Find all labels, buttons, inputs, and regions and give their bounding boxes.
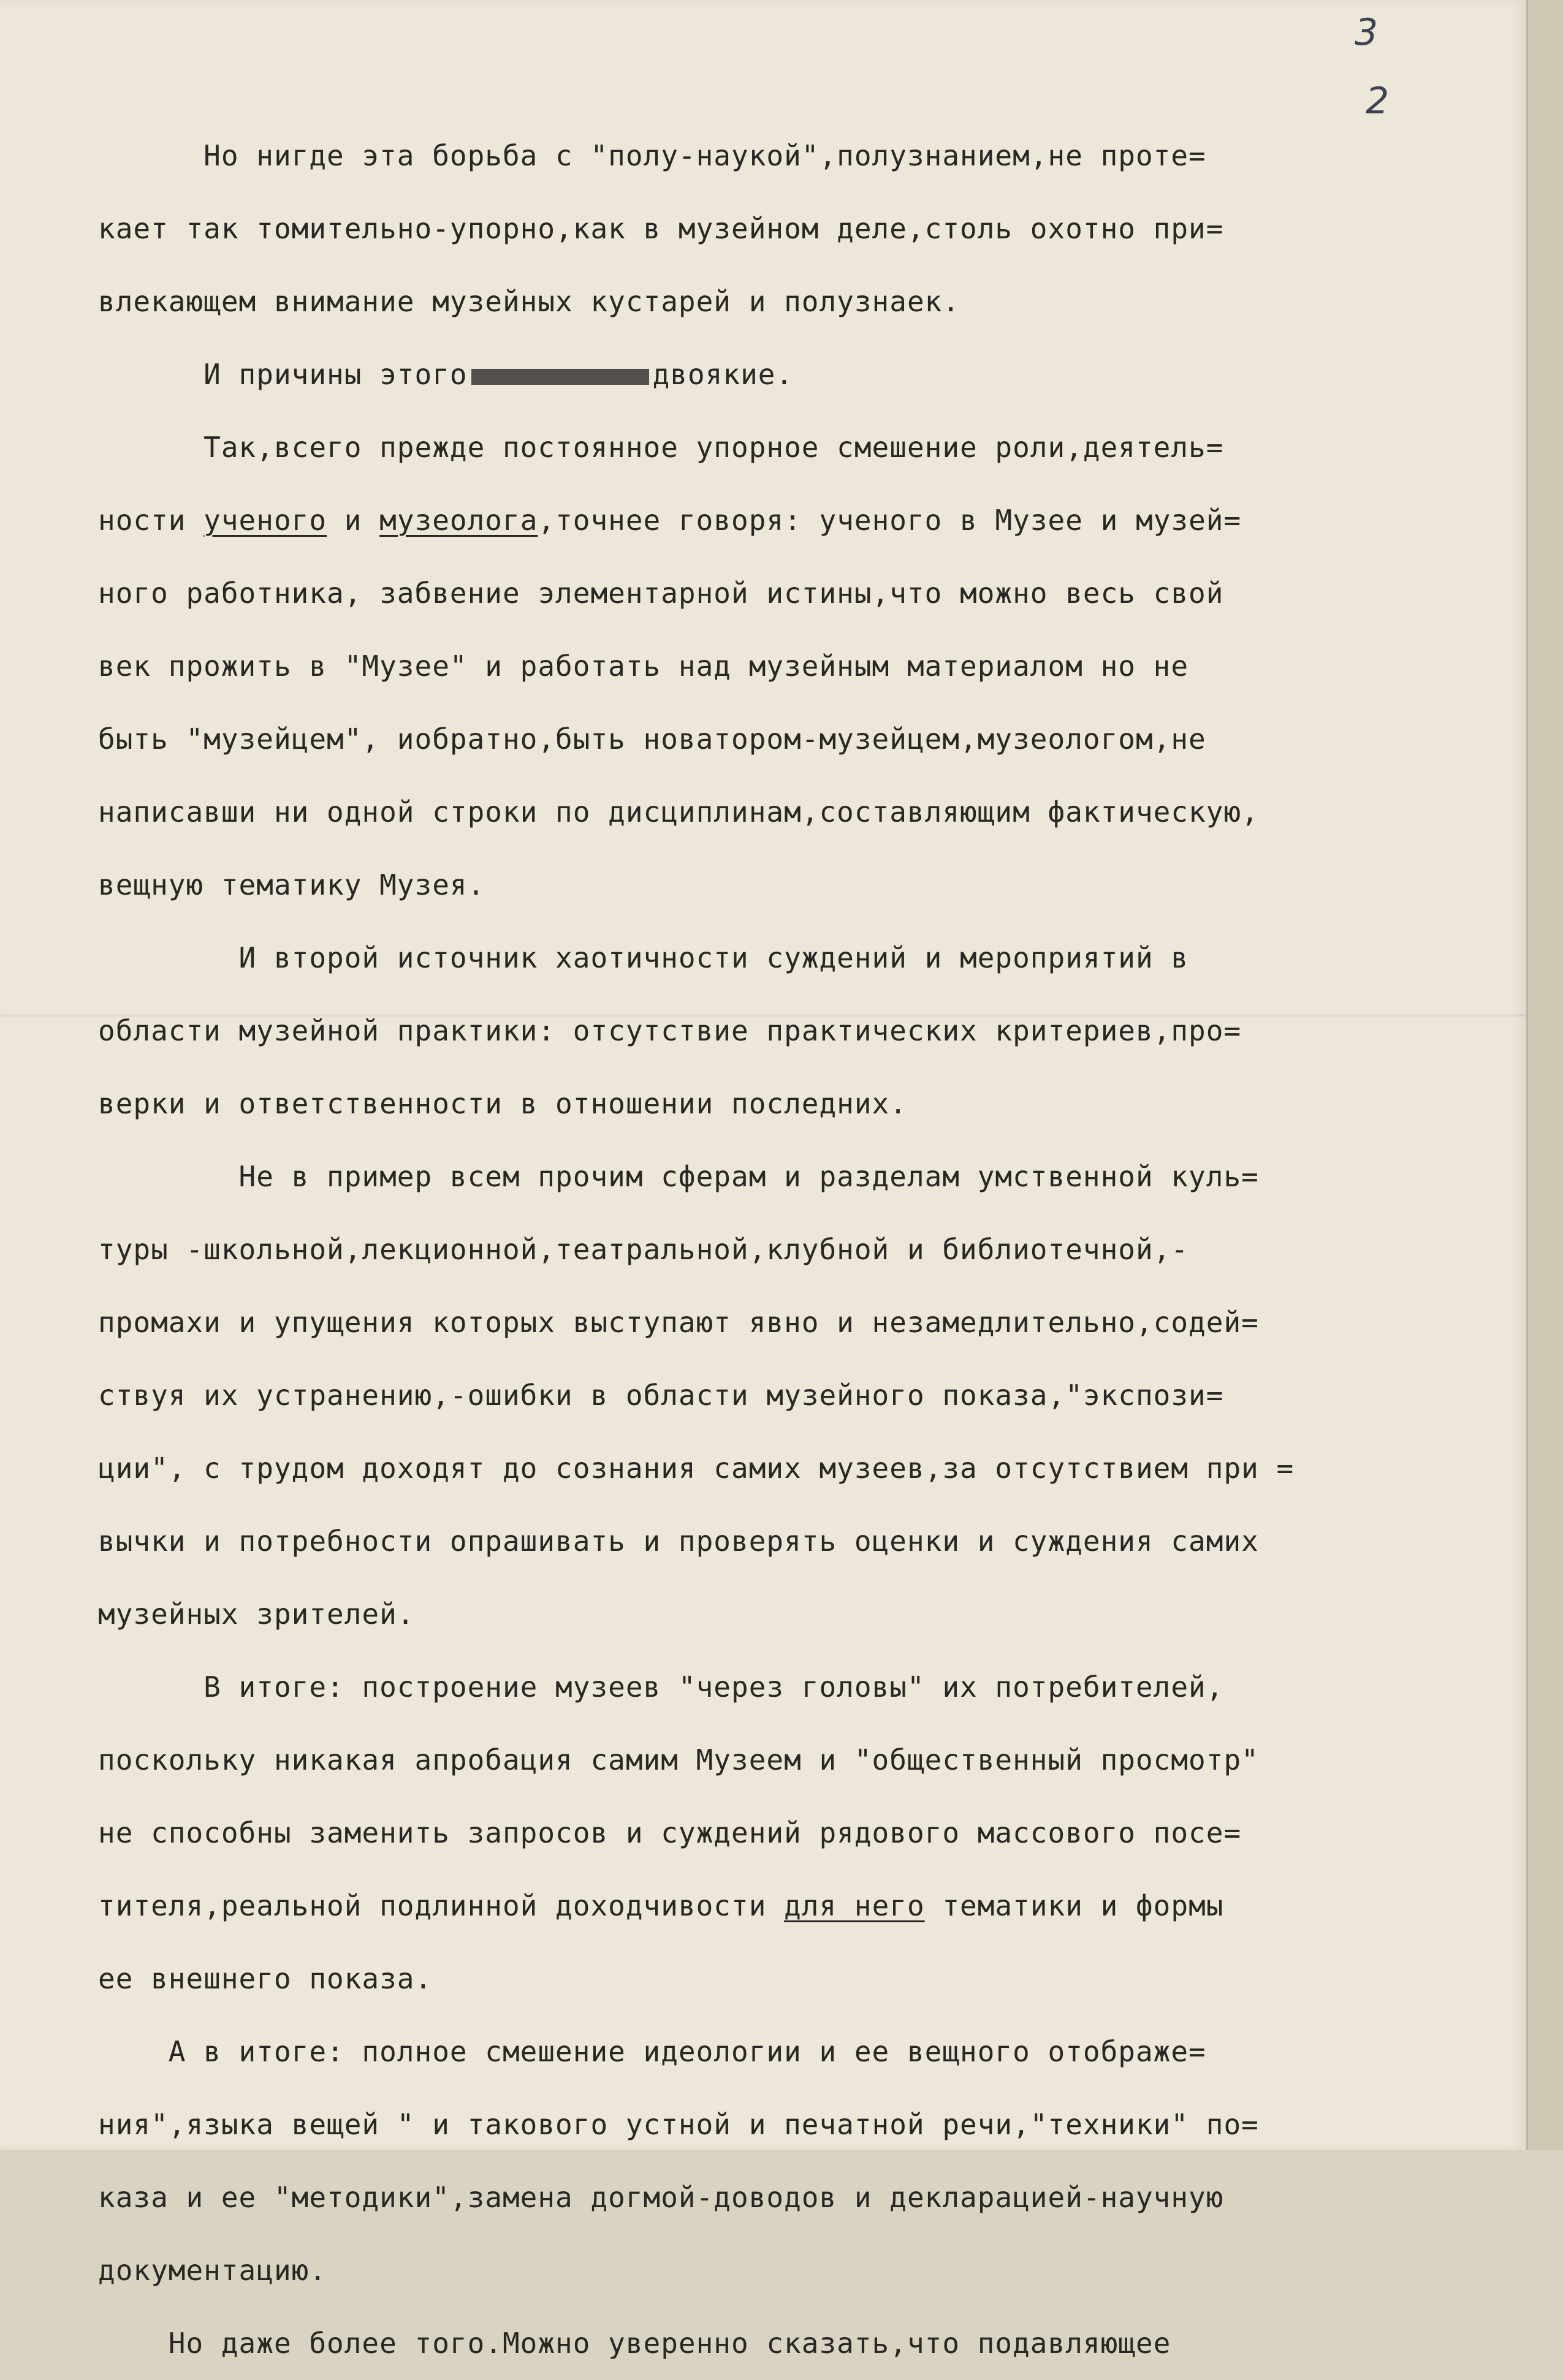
text-line: Так,всего прежде постоянное упорное смешение роли,деятель= xyxy=(98,431,1224,464)
underlined-word: музеолога xyxy=(379,504,538,537)
text-line: влекающем внимание музейных кустарей и полузнаек. xyxy=(98,285,960,318)
text-line: вещную тематику Музея. xyxy=(98,868,485,901)
text-line: области музейной практики: отсутствие практических критериев,про= xyxy=(98,1014,1242,1047)
page-edge xyxy=(1526,0,1563,2150)
text-segment: И причины этого xyxy=(98,358,468,391)
text-line: написавши ни одной строки по дисциплинам,составляющим фактическую, xyxy=(98,795,1259,828)
text-line: ции", с трудом доходят до сознания самих музеев,за отсутствием при = xyxy=(98,1452,1295,1485)
page-number-top: 3 xyxy=(1355,11,1379,54)
text-segment: тителя,реальной подлинной доходчивости xyxy=(98,1889,785,1922)
text-segment: и xyxy=(327,504,380,537)
text-line: Не в пример всем прочим сферам и разделам умственной куль= xyxy=(98,1160,1259,1193)
text-segment: двоякие. xyxy=(652,358,794,391)
text-line: каза и ее "методики",замена догмой-доводов и декларацией-научную xyxy=(98,2181,1224,2214)
text-segment: тематики и формы xyxy=(924,1889,1224,1922)
underlined-word: ученого xyxy=(203,504,327,537)
text-line: музейных зрителей. xyxy=(98,1597,415,1631)
text-line: туры -школьной,лекционной,театральной,клубной и библиотечной,- xyxy=(98,1233,1189,1266)
text-line: промахи и упущения которых выступают явно и незамедлительно,содей= xyxy=(98,1306,1259,1339)
text-line: ее внешнего показа. xyxy=(98,1962,433,1995)
document-body xyxy=(98,119,1471,2380)
text-line xyxy=(98,1870,1471,1942)
text-line: документацию. xyxy=(98,2254,327,2287)
text-line: Но нигде эта борьба с "полу-наукой",полузнанием,не проте= xyxy=(98,139,1206,172)
text-line: кает так томительно-упорно,как в музейном деле,столь охотно при= xyxy=(98,212,1224,245)
text-line: век прожить в "Музее" и работать над музейным материалом но не xyxy=(98,650,1189,683)
text-line: В итоге: построение музеев "через головы" их потребителей, xyxy=(98,1670,1224,1704)
page-number-secondary: 2 xyxy=(1366,80,1390,123)
text-line: верки и ответственности в отношении последних. xyxy=(98,1087,907,1120)
underlined-word: для него xyxy=(784,1889,925,1922)
text-line: Но даже более того.Можно уверенно сказать,что подавляющее xyxy=(98,2327,1171,2360)
text-line: быть "музейцем", иобратно,быть новатором-музейцем,музеологом,не xyxy=(98,722,1206,756)
text-line: не способны заменить запросов и суждений рядового массового посе= xyxy=(98,1816,1242,1849)
text-segment: ,точнее говоря: ученого в Музее и музей= xyxy=(538,504,1242,537)
text-line xyxy=(98,484,1471,557)
text-line: ного работника, забвение элементарной истины,что можно весь свой xyxy=(98,577,1224,610)
struck-out-word xyxy=(471,369,649,385)
text-line: А в итоге: полное смешение идеологии и ее вещного отображе= xyxy=(98,2035,1206,2068)
text-segment: ности xyxy=(98,504,204,537)
text-line: поскольку никакая апробация самим Музеем и "общественный просмотр" xyxy=(98,1743,1259,1776)
text-line xyxy=(98,338,1471,411)
text-line: вычки и потребности опрашивать и проверять оценки и суждения самих xyxy=(98,1525,1259,1558)
text-line: И второй источник хаотичности суждений и мероприятий в xyxy=(98,941,1189,974)
text-line: ния",языка вещей " и такового устной и печатной речи,"техники" по= xyxy=(98,2108,1259,2141)
text-line: ствуя их устранению,-ошибки в области музейного показа,"экспози= xyxy=(98,1379,1224,1412)
